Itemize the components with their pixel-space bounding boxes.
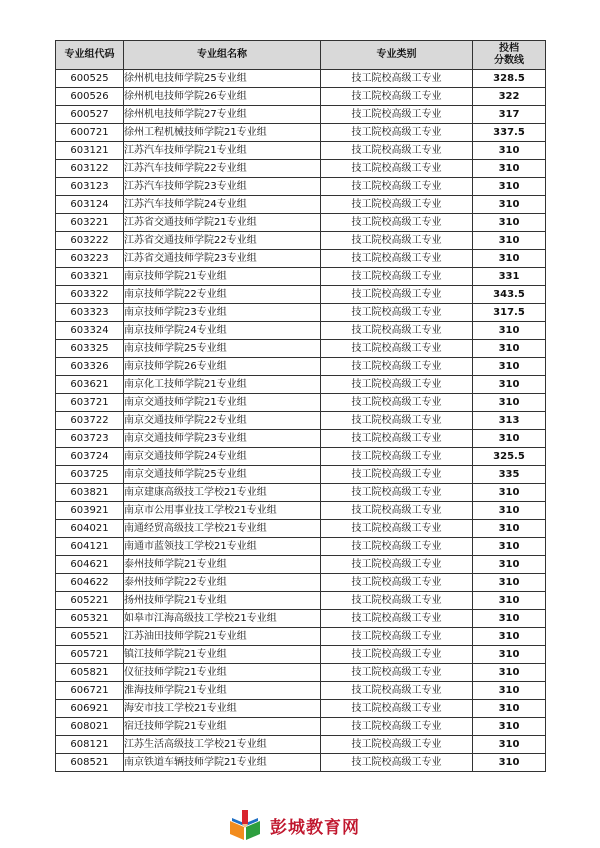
name-cell: 镇江技师学院21专业组 xyxy=(124,646,321,664)
code-cell: 604622 xyxy=(56,574,124,592)
score-cell: 310 xyxy=(473,628,546,646)
code-cell: 605821 xyxy=(56,664,124,682)
table-row xyxy=(56,754,546,772)
code-cell: 603322 xyxy=(56,286,124,304)
score-cell: 310 xyxy=(473,646,546,664)
code-cell: 605721 xyxy=(56,646,124,664)
type-cell: 技工院校高级工专业 xyxy=(321,466,473,484)
name-cell: 宿迁技师学院21专业组 xyxy=(124,718,321,736)
type-cell: 技工院校高级工专业 xyxy=(321,160,473,178)
table-row xyxy=(56,268,546,286)
table-row xyxy=(56,322,546,340)
type-cell: 技工院校高级工专业 xyxy=(321,214,473,232)
type-cell: 技工院校高级工专业 xyxy=(321,574,473,592)
score-cell: 310 xyxy=(473,430,546,448)
name-cell: 南京交通技师学院22专业组 xyxy=(124,412,321,430)
code-cell: 605221 xyxy=(56,592,124,610)
code-cell: 603326 xyxy=(56,358,124,376)
table-row xyxy=(56,214,546,232)
type-cell: 技工院校高级工专业 xyxy=(321,448,473,466)
table-row xyxy=(56,682,546,700)
name-cell: 南通市蓝领技工学校21专业组 xyxy=(124,538,321,556)
code-cell: 608021 xyxy=(56,718,124,736)
name-cell: 南京技师学院26专业组 xyxy=(124,358,321,376)
code-cell: 604621 xyxy=(56,556,124,574)
code-cell: 603921 xyxy=(56,502,124,520)
name-cell: 江苏省交通技师学院22专业组 xyxy=(124,232,321,250)
type-cell: 技工院校高级工专业 xyxy=(321,718,473,736)
score-cell: 335 xyxy=(473,466,546,484)
name-cell: 南京铁道车辆技师学院21专业组 xyxy=(124,754,321,772)
type-cell: 技工院校高级工专业 xyxy=(321,430,473,448)
code-cell: 603324 xyxy=(56,322,124,340)
code-cell: 608121 xyxy=(56,736,124,754)
table-row xyxy=(56,142,546,160)
score-sheet xyxy=(55,40,545,772)
code-cell: 603321 xyxy=(56,268,124,286)
name-cell: 江苏生活高级技工学校21专业组 xyxy=(124,736,321,754)
code-cell: 600527 xyxy=(56,106,124,124)
name-cell: 江苏汽车技师学院24专业组 xyxy=(124,196,321,214)
score-cell: 310 xyxy=(473,682,546,700)
table-row xyxy=(56,574,546,592)
name-cell: 扬州技师学院21专业组 xyxy=(124,592,321,610)
name-cell: 南京交通技师学院23专业组 xyxy=(124,430,321,448)
name-cell: 南通经贸高级技工学校21专业组 xyxy=(124,520,321,538)
type-cell: 技工院校高级工专业 xyxy=(321,304,473,322)
name-cell: 南京技师学院25专业组 xyxy=(124,340,321,358)
score-cell: 331 xyxy=(473,268,546,286)
code-cell: 603721 xyxy=(56,394,124,412)
name-cell: 南京建康高级技工学校21专业组 xyxy=(124,484,321,502)
type-cell: 技工院校高级工专业 xyxy=(321,178,473,196)
table-row xyxy=(56,610,546,628)
type-cell: 技工院校高级工专业 xyxy=(321,196,473,214)
score-cell: 310 xyxy=(473,592,546,610)
score-cell: 310 xyxy=(473,574,546,592)
code-cell: 604021 xyxy=(56,520,124,538)
type-cell: 技工院校高级工专业 xyxy=(321,322,473,340)
type-cell: 技工院校高级工专业 xyxy=(321,736,473,754)
code-cell: 606921 xyxy=(56,700,124,718)
table-row xyxy=(56,286,546,304)
type-cell: 技工院校高级工专业 xyxy=(321,376,473,394)
table-row xyxy=(56,106,546,124)
score-cell: 343.5 xyxy=(473,286,546,304)
table-row xyxy=(56,394,546,412)
name-cell: 泰州技师学院22专业组 xyxy=(124,574,321,592)
score-cell: 310 xyxy=(473,502,546,520)
table-row xyxy=(56,646,546,664)
code-cell: 603723 xyxy=(56,430,124,448)
name-cell: 徐州机电技师学院26专业组 xyxy=(124,88,321,106)
type-cell: 技工院校高级工专业 xyxy=(321,250,473,268)
score-cell: 310 xyxy=(473,700,546,718)
table-row xyxy=(56,178,546,196)
code-cell: 603222 xyxy=(56,232,124,250)
header-code: 专业组代码 xyxy=(56,41,124,70)
type-cell: 技工院校高级工专业 xyxy=(321,592,473,610)
type-cell: 技工院校高级工专业 xyxy=(321,106,473,124)
table-row xyxy=(56,70,546,88)
type-cell: 技工院校高级工专业 xyxy=(321,682,473,700)
score-cell: 310 xyxy=(473,538,546,556)
code-cell: 603821 xyxy=(56,484,124,502)
table-row xyxy=(56,160,546,178)
table-row xyxy=(56,250,546,268)
name-cell: 徐州机电技师学院25专业组 xyxy=(124,70,321,88)
code-cell: 608521 xyxy=(56,754,124,772)
table-row xyxy=(56,358,546,376)
type-cell: 技工院校高级工专业 xyxy=(321,286,473,304)
score-cell: 310 xyxy=(473,394,546,412)
code-cell: 603621 xyxy=(56,376,124,394)
code-cell: 603223 xyxy=(56,250,124,268)
header-score-line2: 分数线 xyxy=(494,55,524,66)
name-cell: 徐州机电技师学院27专业组 xyxy=(124,106,321,124)
header-name: 专业组名称 xyxy=(124,41,321,70)
code-cell: 603123 xyxy=(56,178,124,196)
table-row xyxy=(56,628,546,646)
score-cell: 310 xyxy=(473,178,546,196)
name-cell: 南京技师学院21专业组 xyxy=(124,268,321,286)
table-row xyxy=(56,376,546,394)
name-cell: 如皋市江海高级技工学校21专业组 xyxy=(124,610,321,628)
table-row xyxy=(56,664,546,682)
admission-score-table xyxy=(55,40,546,772)
name-cell: 淮海技师学院21专业组 xyxy=(124,682,321,700)
type-cell: 技工院校高级工专业 xyxy=(321,628,473,646)
table-row xyxy=(56,196,546,214)
table-row xyxy=(56,538,546,556)
score-cell: 310 xyxy=(473,754,546,772)
score-cell: 310 xyxy=(473,214,546,232)
type-cell: 技工院校高级工专业 xyxy=(321,340,473,358)
table-row xyxy=(56,592,546,610)
type-cell: 技工院校高级工专业 xyxy=(321,538,473,556)
score-cell: 310 xyxy=(473,142,546,160)
type-cell: 技工院校高级工专业 xyxy=(321,520,473,538)
code-cell: 603724 xyxy=(56,448,124,466)
type-cell: 技工院校高级工专业 xyxy=(321,412,473,430)
name-cell: 江苏汽车技师学院22专业组 xyxy=(124,160,321,178)
type-cell: 技工院校高级工专业 xyxy=(321,754,473,772)
type-cell: 技工院校高级工专业 xyxy=(321,556,473,574)
code-cell: 603122 xyxy=(56,160,124,178)
code-cell: 603325 xyxy=(56,340,124,358)
code-cell: 605521 xyxy=(56,628,124,646)
table-row xyxy=(56,448,546,466)
score-cell: 310 xyxy=(473,358,546,376)
score-cell: 328.5 xyxy=(473,70,546,88)
type-cell: 技工院校高级工专业 xyxy=(321,358,473,376)
score-cell: 310 xyxy=(473,232,546,250)
score-cell: 310 xyxy=(473,520,546,538)
name-cell: 江苏汽车技师学院23专业组 xyxy=(124,178,321,196)
table-row xyxy=(56,124,546,142)
score-cell: 322 xyxy=(473,88,546,106)
code-cell: 603121 xyxy=(56,142,124,160)
header-score-line1: 投档 xyxy=(499,43,519,54)
name-cell: 南京化工技师学院21专业组 xyxy=(124,376,321,394)
table-row xyxy=(56,232,546,250)
name-cell: 江苏省交通技师学院21专业组 xyxy=(124,214,321,232)
score-cell: 310 xyxy=(473,610,546,628)
name-cell: 江苏汽车技师学院21专业组 xyxy=(124,142,321,160)
code-cell: 600525 xyxy=(56,70,124,88)
table-row xyxy=(56,484,546,502)
score-cell: 310 xyxy=(473,484,546,502)
book-pencil-icon xyxy=(228,809,262,841)
score-cell: 310 xyxy=(473,664,546,682)
table-row xyxy=(56,502,546,520)
name-cell: 江苏油田技师学院21专业组 xyxy=(124,628,321,646)
type-cell: 技工院校高级工专业 xyxy=(321,700,473,718)
name-cell: 南京交通技师学院25专业组 xyxy=(124,466,321,484)
name-cell: 仪征技师学院21专业组 xyxy=(124,664,321,682)
code-cell: 603725 xyxy=(56,466,124,484)
score-cell: 313 xyxy=(473,412,546,430)
score-cell: 310 xyxy=(473,322,546,340)
score-cell: 310 xyxy=(473,340,546,358)
name-cell: 南京技师学院22专业组 xyxy=(124,286,321,304)
name-cell: 徐州工程机械技师学院21专业组 xyxy=(124,124,321,142)
type-cell: 技工院校高级工专业 xyxy=(321,268,473,286)
score-cell: 337.5 xyxy=(473,124,546,142)
code-cell: 603124 xyxy=(56,196,124,214)
code-cell: 603323 xyxy=(56,304,124,322)
table-row xyxy=(56,700,546,718)
table-row xyxy=(56,412,546,430)
code-cell: 600526 xyxy=(56,88,124,106)
type-cell: 技工院校高级工专业 xyxy=(321,88,473,106)
code-cell: 600721 xyxy=(56,124,124,142)
score-cell: 310 xyxy=(473,718,546,736)
code-cell: 603722 xyxy=(56,412,124,430)
table-row xyxy=(56,718,546,736)
score-cell: 310 xyxy=(473,736,546,754)
type-cell: 技工院校高级工专业 xyxy=(321,394,473,412)
table-row xyxy=(56,88,546,106)
code-cell: 604121 xyxy=(56,538,124,556)
table-row xyxy=(56,340,546,358)
score-cell: 317 xyxy=(473,106,546,124)
type-cell: 技工院校高级工专业 xyxy=(321,664,473,682)
type-cell: 技工院校高级工专业 xyxy=(321,142,473,160)
name-cell: 江苏省交通技师学院23专业组 xyxy=(124,250,321,268)
score-cell: 310 xyxy=(473,196,546,214)
table-row xyxy=(56,304,546,322)
type-cell: 技工院校高级工专业 xyxy=(321,484,473,502)
score-cell: 317.5 xyxy=(473,304,546,322)
table-row xyxy=(56,520,546,538)
table-row xyxy=(56,736,546,754)
score-cell: 325.5 xyxy=(473,448,546,466)
type-cell: 技工院校高级工专业 xyxy=(321,646,473,664)
site-logo xyxy=(228,808,360,842)
name-cell: 南京技师学院23专业组 xyxy=(124,304,321,322)
header-row xyxy=(56,41,546,70)
code-cell: 606721 xyxy=(56,682,124,700)
table-row xyxy=(56,430,546,448)
name-cell: 南京交通技师学院24专业组 xyxy=(124,448,321,466)
code-cell: 605321 xyxy=(56,610,124,628)
score-cell: 310 xyxy=(473,250,546,268)
type-cell: 技工院校高级工专业 xyxy=(321,610,473,628)
type-cell: 技工院校高级工专业 xyxy=(321,502,473,520)
name-cell: 海安市技工学校21专业组 xyxy=(124,700,321,718)
type-cell: 技工院校高级工专业 xyxy=(321,232,473,250)
name-cell: 泰州技师学院21专业组 xyxy=(124,556,321,574)
score-cell: 310 xyxy=(473,376,546,394)
table-row xyxy=(56,466,546,484)
score-cell: 310 xyxy=(473,160,546,178)
logo-text: 彭城教育网 xyxy=(270,817,360,838)
score-cell: 310 xyxy=(473,556,546,574)
type-cell: 技工院校高级工专业 xyxy=(321,70,473,88)
header-score xyxy=(473,41,546,70)
name-cell: 南京交通技师学院21专业组 xyxy=(124,394,321,412)
header-type: 专业类别 xyxy=(321,41,473,70)
table-row xyxy=(56,556,546,574)
name-cell: 南京技师学院24专业组 xyxy=(124,322,321,340)
code-cell: 603221 xyxy=(56,214,124,232)
name-cell: 南京市公用事业技工学校21专业组 xyxy=(124,502,321,520)
type-cell: 技工院校高级工专业 xyxy=(321,124,473,142)
